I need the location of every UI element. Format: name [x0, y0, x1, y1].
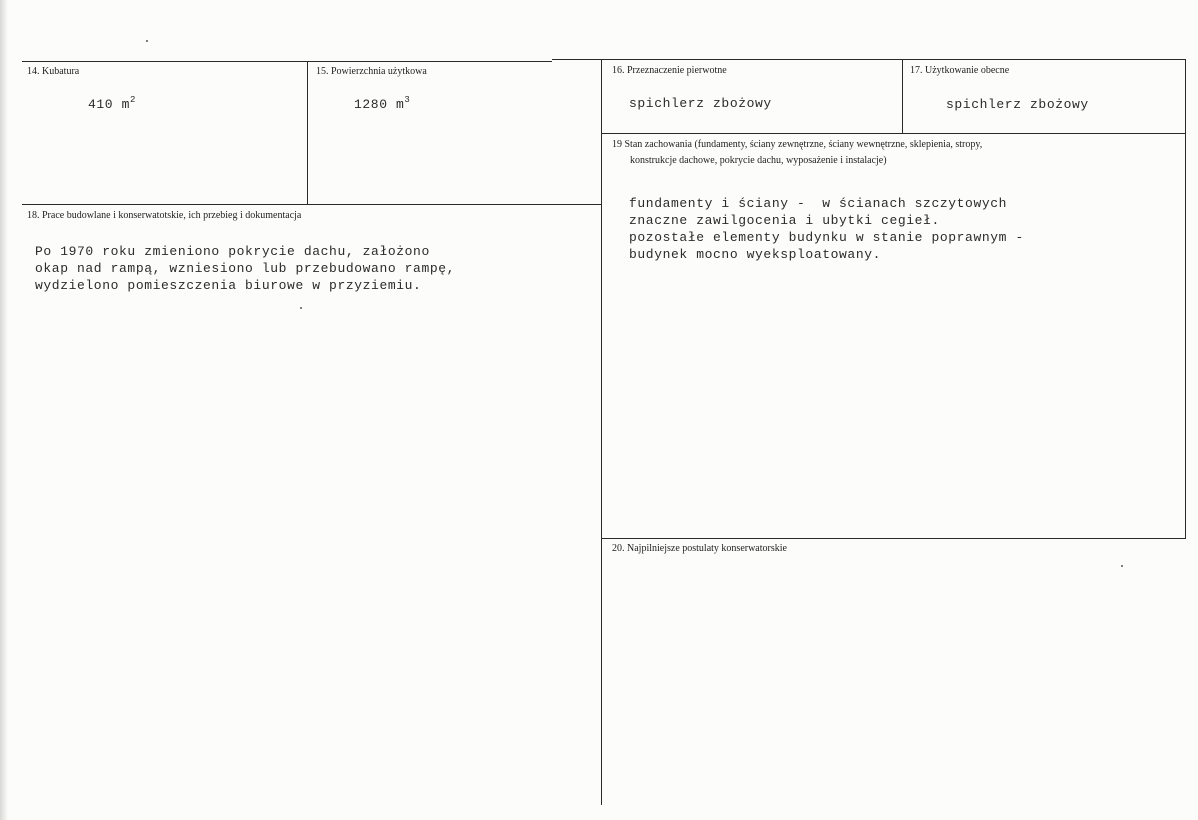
- field-17-label: 17. Użytkowanie obecne: [910, 65, 1010, 76]
- field-14-label: 14. Kubatura: [27, 66, 80, 77]
- field-19-line: budynek mocno wyeksploatowany.: [629, 247, 882, 262]
- top-border-right: [552, 59, 1186, 60]
- divider-center: [601, 60, 602, 805]
- field-15-value: 1280 $m^3$: [354, 95, 411, 112]
- scan-speck: [146, 40, 148, 42]
- divider-above-20: [601, 538, 1186, 539]
- field-15-unit-exponent: 3: [404, 95, 411, 105]
- scan-speck: [300, 307, 302, 309]
- field-18-label: 18. Prace budowlane i konserwatotskie, ich przebieg i dokumentacja: [27, 210, 302, 221]
- top-border-left: [22, 61, 552, 62]
- field-19-line: pozostałe elementy budynku w stanie poprawnym -: [629, 230, 1024, 245]
- field-18-line: wydzielono pomieszczenia biurowe w przyziemiu.: [35, 278, 422, 293]
- right-edge: [1185, 59, 1186, 539]
- divider-under-14-15: [22, 204, 601, 205]
- divider-14-15: [307, 61, 308, 205]
- field-19-line: fundamenty i ściany - w ścianach szczytowych: [629, 196, 1008, 211]
- field-17-value: spichlerz zbożowy: [946, 97, 1089, 112]
- divider-16-17: [902, 60, 903, 133]
- field-19-label: 19 Stan zachowania (fundamenty, ściany zewnętrzne, ściany wewnętrzne, sklepienia, stropy,: [612, 139, 983, 150]
- divider-under-16-17: [601, 133, 1186, 134]
- field-16-value: spichlerz zbożowy: [629, 96, 772, 111]
- field-18-line: okap nad rampą, wzniesiono lub przebudowano rampę,: [35, 261, 456, 276]
- scan-edge-shadow: [0, 0, 8, 820]
- field-14-unit-exponent: 2: [130, 95, 137, 105]
- field-15-label: 15. Powierzchnia użytkowa: [316, 66, 427, 77]
- field-19-line: znaczne zawilgocenia i ubytki cegieł.: [629, 213, 940, 228]
- field-16-label: 16. Przeznaczenie pierwotne: [612, 65, 727, 76]
- field-19-label-cont: konstrukcje dachowe, pokrycie dachu, wyposażenie i instalacje): [630, 155, 887, 166]
- scan-speck: [1121, 565, 1123, 567]
- field-20-label: 20. Najpilniejsze postulaty konserwatorskie: [612, 543, 787, 554]
- field-14-value: 410 $m^2$: [88, 95, 137, 112]
- field-18-line: Po 1970 roku zmieniono pokrycie dachu, założono: [35, 244, 430, 259]
